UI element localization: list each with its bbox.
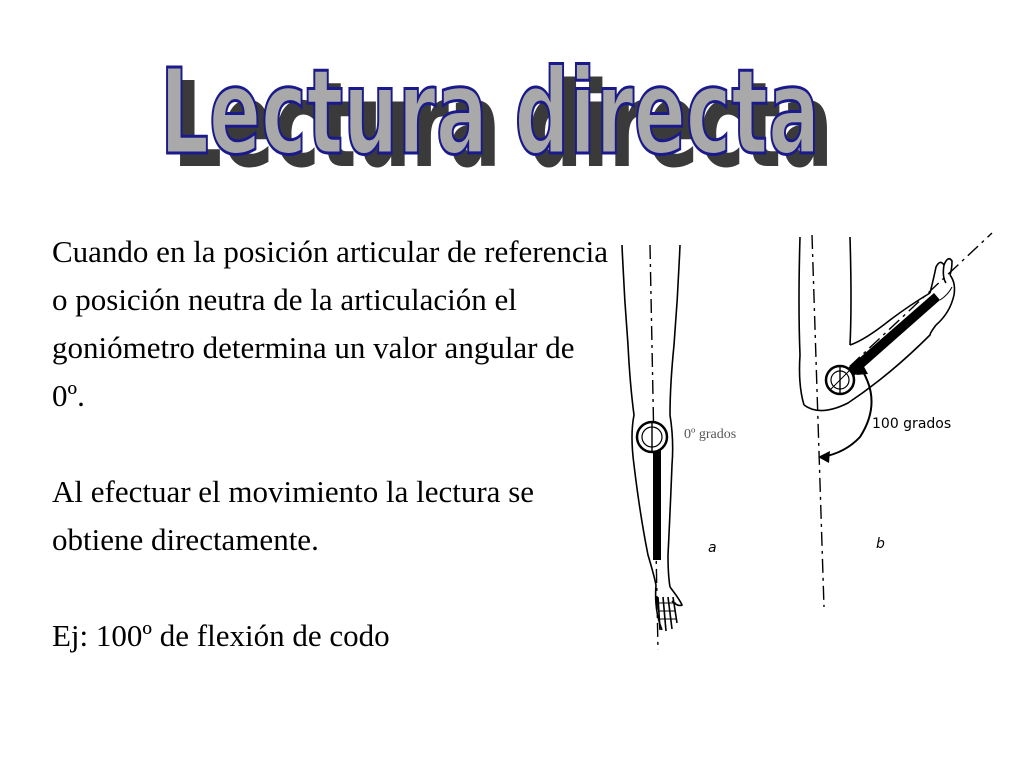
title-shadow: Lectura directa — [173, 56, 833, 168]
title-main: Lectura directa — [160, 43, 820, 168]
goniometer-figure — [600, 225, 1010, 665]
body-text — [52, 228, 612, 660]
slide-title — [140, 18, 840, 168]
title-wordart — [140, 18, 840, 168]
label-hundred-degrees: 100 grados — [872, 416, 952, 432]
goniometer-a — [637, 422, 667, 560]
label-panel-b: b — [876, 536, 885, 552]
paragraph-direct-reading: Al efectuar el movimiento la lectura se obtiene directamente. — [52, 474, 535, 557]
label-panel-a: a — [708, 540, 717, 556]
goniometer-illustration — [600, 225, 1010, 665]
label-zero-degrees: 0º grados — [684, 427, 737, 442]
paragraph-example: Ej: 100º de flexión de codo — [52, 618, 390, 653]
paragraph-neutral-position: Cuando en la posición articular de referencia o posición neutra de la articulación el goniómetro determina un valor angular de 0º. — [52, 234, 609, 413]
goniometer-b — [826, 293, 940, 394]
